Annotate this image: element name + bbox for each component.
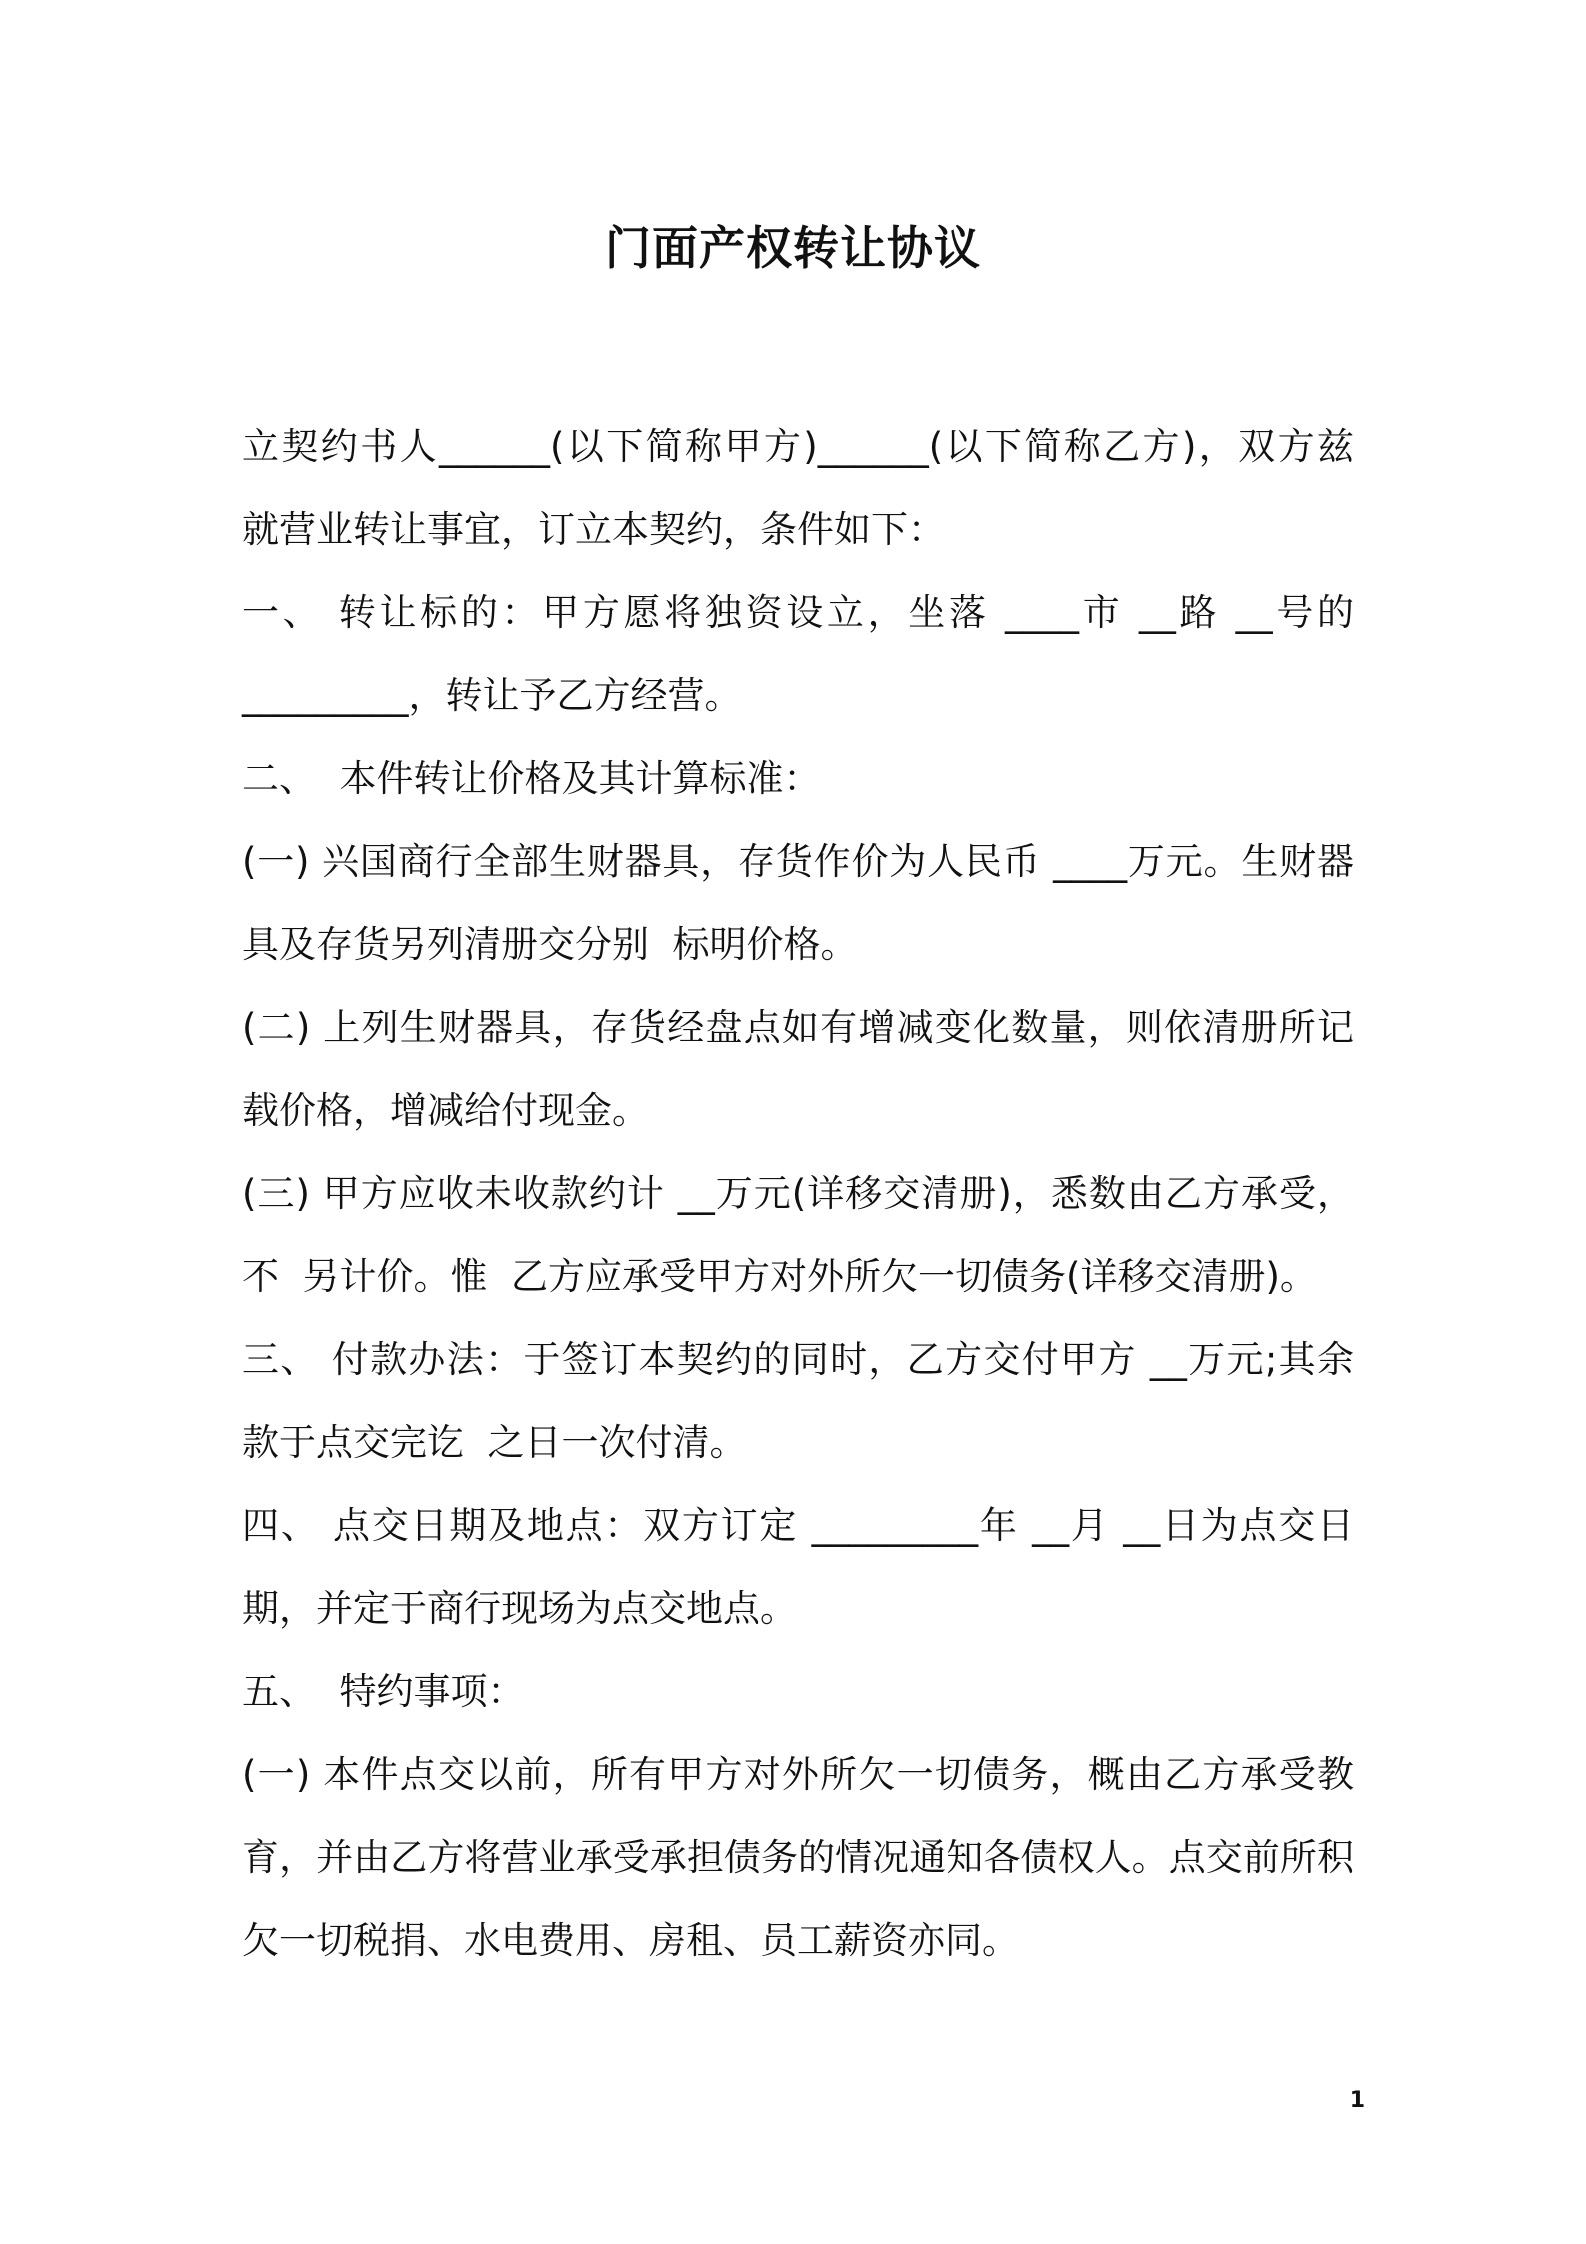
paragraph-line: 四、 点交日期及地点：双方订定 _________年 __月 __日为点交日 xyxy=(242,1504,1354,1547)
paragraph-line: 育，并由乙方将营业承受承担债务的情况通知各债权人。点交前所积 xyxy=(242,1836,1354,1879)
paragraph-line: 三、 付款办法：于签订本契约的同时，乙方交付甲方 __万元;其余 xyxy=(242,1338,1354,1381)
paragraph-line: 不 另计价。惟 乙方应承受甲方对外所欠一切债务(详移交清册)。 xyxy=(242,1255,1317,1298)
paragraph-line: 五、 特约事项： xyxy=(242,1670,525,1713)
paragraph-line: 具及存货另列清册交分别 标明价格。 xyxy=(242,923,858,966)
document-title: 门面产权转让协议 xyxy=(605,221,981,275)
paragraph-line: 立契约书人______(以下简称甲方)______(以下简称乙方)，双方兹 xyxy=(242,425,1354,468)
paragraph-line: 二、 本件转让价格及其计算标准： xyxy=(242,757,821,800)
paragraph-line: 欠一切税捐、水电费用、房租、员工薪资亦同。 xyxy=(242,1919,1019,1962)
paragraph-line: (一) 本件点交以前，所有甲方对外所欠一切债务，概由乙方承受教 xyxy=(242,1753,1354,1796)
paragraph-line: _________，转让予乙方经营。 xyxy=(242,674,742,717)
paragraph-line: 载价格，增减给付现金。 xyxy=(242,1089,649,1132)
paragraph-line: 一、 转让标的：甲方愿将独资设立，坐落 ____市 __路 __号的 xyxy=(242,591,1354,634)
paragraph-line: (一) 兴国商行全部生财器具，存货作价为人民币 ____万元。生财器 xyxy=(242,840,1354,883)
paragraph-line: 就营业转让事宜，订立本契约，条件如下： xyxy=(242,508,945,551)
paragraph-line: (二) 上列生财器具，存货经盘点如有增减变化数量，则依清册所记 xyxy=(242,1006,1354,1049)
document-body xyxy=(242,405,1354,1982)
paragraph-line: (三) 甲方应收未收款约计 __万元(详移交清册)，悉数由乙方承受， xyxy=(242,1172,1354,1215)
page-number: 1 xyxy=(1349,2088,1365,2113)
paragraph-line: 期，并定于商行现场为点交地点。 xyxy=(242,1587,797,1630)
paragraph-line: 款于点交完讫 之日一次付清。 xyxy=(242,1421,747,1464)
